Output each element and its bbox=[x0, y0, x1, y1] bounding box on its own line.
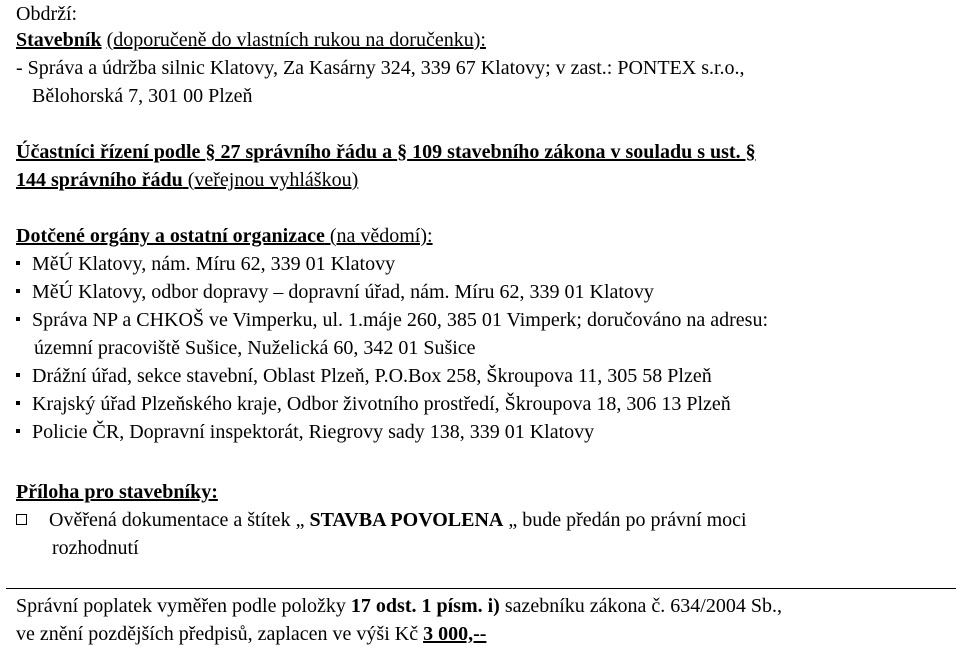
list-item: Správa NP a CHKOŠ ve Vimperku, ul. 1.máje 260, 385 01 Vimperk; doručováno na adresu: bbox=[16, 310, 768, 330]
list-item: Drážní úřad, sekce stavební, Oblast Plzeň, P.O.Box 258, Škroupova 11, 305 58 Plzeň bbox=[16, 366, 712, 386]
obdrzi-heading: Obdrží: bbox=[16, 3, 78, 25]
ucastnici-text-1: Účastníci řízení podle bbox=[16, 141, 206, 163]
list-item: Policie ČR, Dopravní inspektorát, Riegrovy sady 138, 339 01 Klatovy bbox=[16, 422, 594, 442]
priloha-label: Příloha pro stavebníky: bbox=[16, 481, 218, 503]
dotcene-label: Dotčené orgány a ostatní organizace bbox=[16, 225, 325, 247]
dotcene-note: (na vědomí): bbox=[324, 225, 433, 247]
stavebnik-address-2: Bělohorská 7, 301 00 Plzeň bbox=[32, 85, 253, 107]
stavebnik-label: Stavebník bbox=[16, 29, 102, 51]
list-item: MěÚ Klatovy, nám. Míru 62, 339 01 Klatovy bbox=[16, 254, 395, 274]
bullet-dot-icon bbox=[16, 289, 20, 293]
ucastnici-text-3: 109 stavebního zákona v souladu s ust. bbox=[407, 141, 746, 163]
bullet-dot-icon bbox=[16, 317, 20, 321]
ucastnici-line-2 bbox=[16, 170, 358, 190]
list-item-continuation: územní pracoviště Sušice, Nuželická 60, 342 01 Sušice bbox=[34, 337, 476, 359]
list-item: Krajský úřad Plzeňského kraje, Odbor životního prostředí, Škroupova 18, 306 13 Plzeň bbox=[16, 394, 731, 414]
priloha-text-line-1: Ověřená dokumentace a štítek „ STAVBA POVOLENA „ bude předán po právní moci bbox=[16, 510, 747, 530]
list-item: MěÚ Klatovy, odbor dopravy – dopravní úřad, nám. Míru 62, 339 01 Klatovy bbox=[16, 282, 654, 302]
stavebnik-line bbox=[16, 30, 486, 50]
square-bullet-icon bbox=[16, 514, 27, 525]
bullet-dot-icon bbox=[16, 429, 20, 433]
section-sign-2: § bbox=[397, 141, 408, 163]
stavebnik-address-1: - Správa a údržba silnic Klatovy, Za Kasárny 324, 339 67 Klatovy; v zast.: PONTEX s.r.o., bbox=[16, 57, 745, 79]
priloha-heading bbox=[16, 482, 218, 502]
poplatek-line-1: Správní poplatek vyměřen podle položky 17 odst. 1 písm. i) sazebníku zákona č. 634/2004 Sb., bbox=[16, 595, 782, 617]
ucastnici-text-2: 27 správního řádu a bbox=[215, 141, 398, 163]
ucastnici-line-1 bbox=[16, 142, 756, 162]
poplatek-amount: 3 000,-- bbox=[423, 623, 487, 645]
bullet-dot-icon bbox=[16, 261, 20, 265]
bullet-dot-icon bbox=[16, 373, 20, 377]
bullet-dot-icon bbox=[16, 401, 20, 405]
priloha-text-line-2: rozhodnutí bbox=[52, 537, 139, 559]
poplatek-line-2: ve znění pozdějších předpisů, zaplacen ve výši Kč 3 000,-- bbox=[16, 623, 487, 645]
section-sign-1: § bbox=[205, 141, 216, 163]
stavebnik-note: (doporučeně do vlastních rukou na doručenku): bbox=[106, 29, 486, 51]
section-sign-3: § bbox=[745, 141, 756, 163]
ucastnici-line2-note: (veřejnou vyhláškou) bbox=[182, 169, 359, 191]
dotcene-heading bbox=[16, 226, 433, 246]
stavba-povolena: STAVBA POVOLENA bbox=[309, 509, 504, 531]
ucastnici-line2-bold: 144 správního řádu bbox=[16, 169, 183, 191]
poplatek-polozka: 17 odst. 1 písm. i) bbox=[350, 595, 500, 617]
